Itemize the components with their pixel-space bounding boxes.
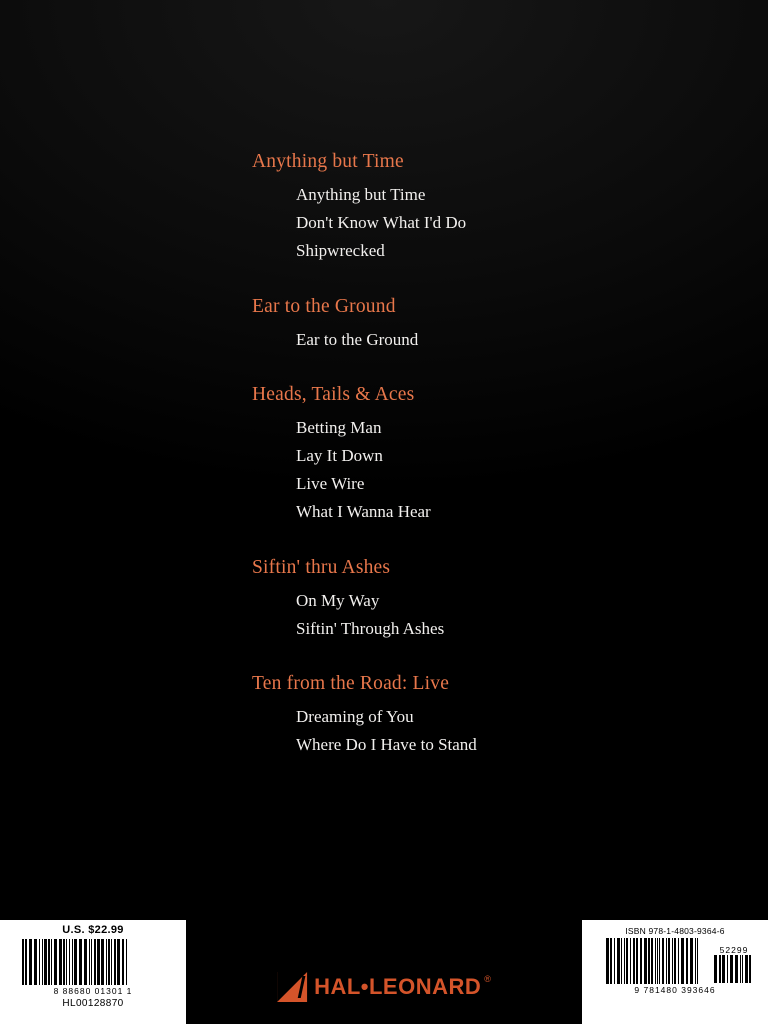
song-item: What I Wanna Hear (296, 502, 431, 522)
registered-mark: ® (484, 974, 491, 984)
song-item: Lay It Down (296, 445, 383, 465)
album-title: Ten from the Road: Live (252, 673, 450, 694)
cover-footer (0, 920, 768, 1024)
song-item: Shipwrecked (296, 241, 385, 261)
album-title: Ear to the Ground (252, 295, 396, 317)
isbn-addon-block (710, 944, 758, 983)
song-item: On My Way (296, 590, 380, 610)
album-title: Siftin' thru Ashes (252, 556, 391, 578)
upc-digits: 8 88680 01301 1 (53, 986, 133, 996)
publisher-logo (277, 972, 491, 1002)
song-item: Betting Man (296, 417, 382, 437)
isbn-label: ISBN 978-1-4803-9364-6 (625, 926, 725, 936)
isbn-barcode-image (582, 938, 722, 984)
hal-leonard-mark-icon (277, 972, 307, 1002)
publisher-name: HAL•LEONARD (314, 974, 482, 999)
song-item: Ear to the Ground (296, 329, 419, 349)
price-label: U.S. $22.99 (62, 924, 124, 936)
isbn-barcode-block (582, 920, 768, 1024)
album-title: Heads, Tails & Aces (252, 383, 415, 405)
album-title: Anything but Time (252, 151, 404, 172)
song-item: Siftin' Through Ashes (296, 618, 445, 638)
album-group (252, 672, 682, 759)
song-item: Anything but Time (296, 184, 426, 204)
song-item: Live Wire (296, 474, 365, 494)
upc-barcode-image (0, 939, 150, 985)
catalog-number: HL00128870 (62, 998, 124, 1009)
isbn-digits: 9 781480 393646 (634, 985, 716, 995)
album-group (252, 556, 682, 643)
song-item: Dreaming of You (296, 706, 414, 726)
album-group (252, 383, 682, 527)
tracklist (252, 150, 682, 759)
song-item: Don't Know What I'd Do (296, 213, 467, 233)
song-item: Where Do I Have to Stand (296, 735, 477, 755)
isbn-addon-barcode-image (710, 955, 756, 983)
isbn-addon-digits: 52299 (719, 945, 749, 955)
album-group (252, 295, 682, 354)
album-group (252, 150, 682, 266)
upc-barcode-block (0, 920, 186, 1024)
